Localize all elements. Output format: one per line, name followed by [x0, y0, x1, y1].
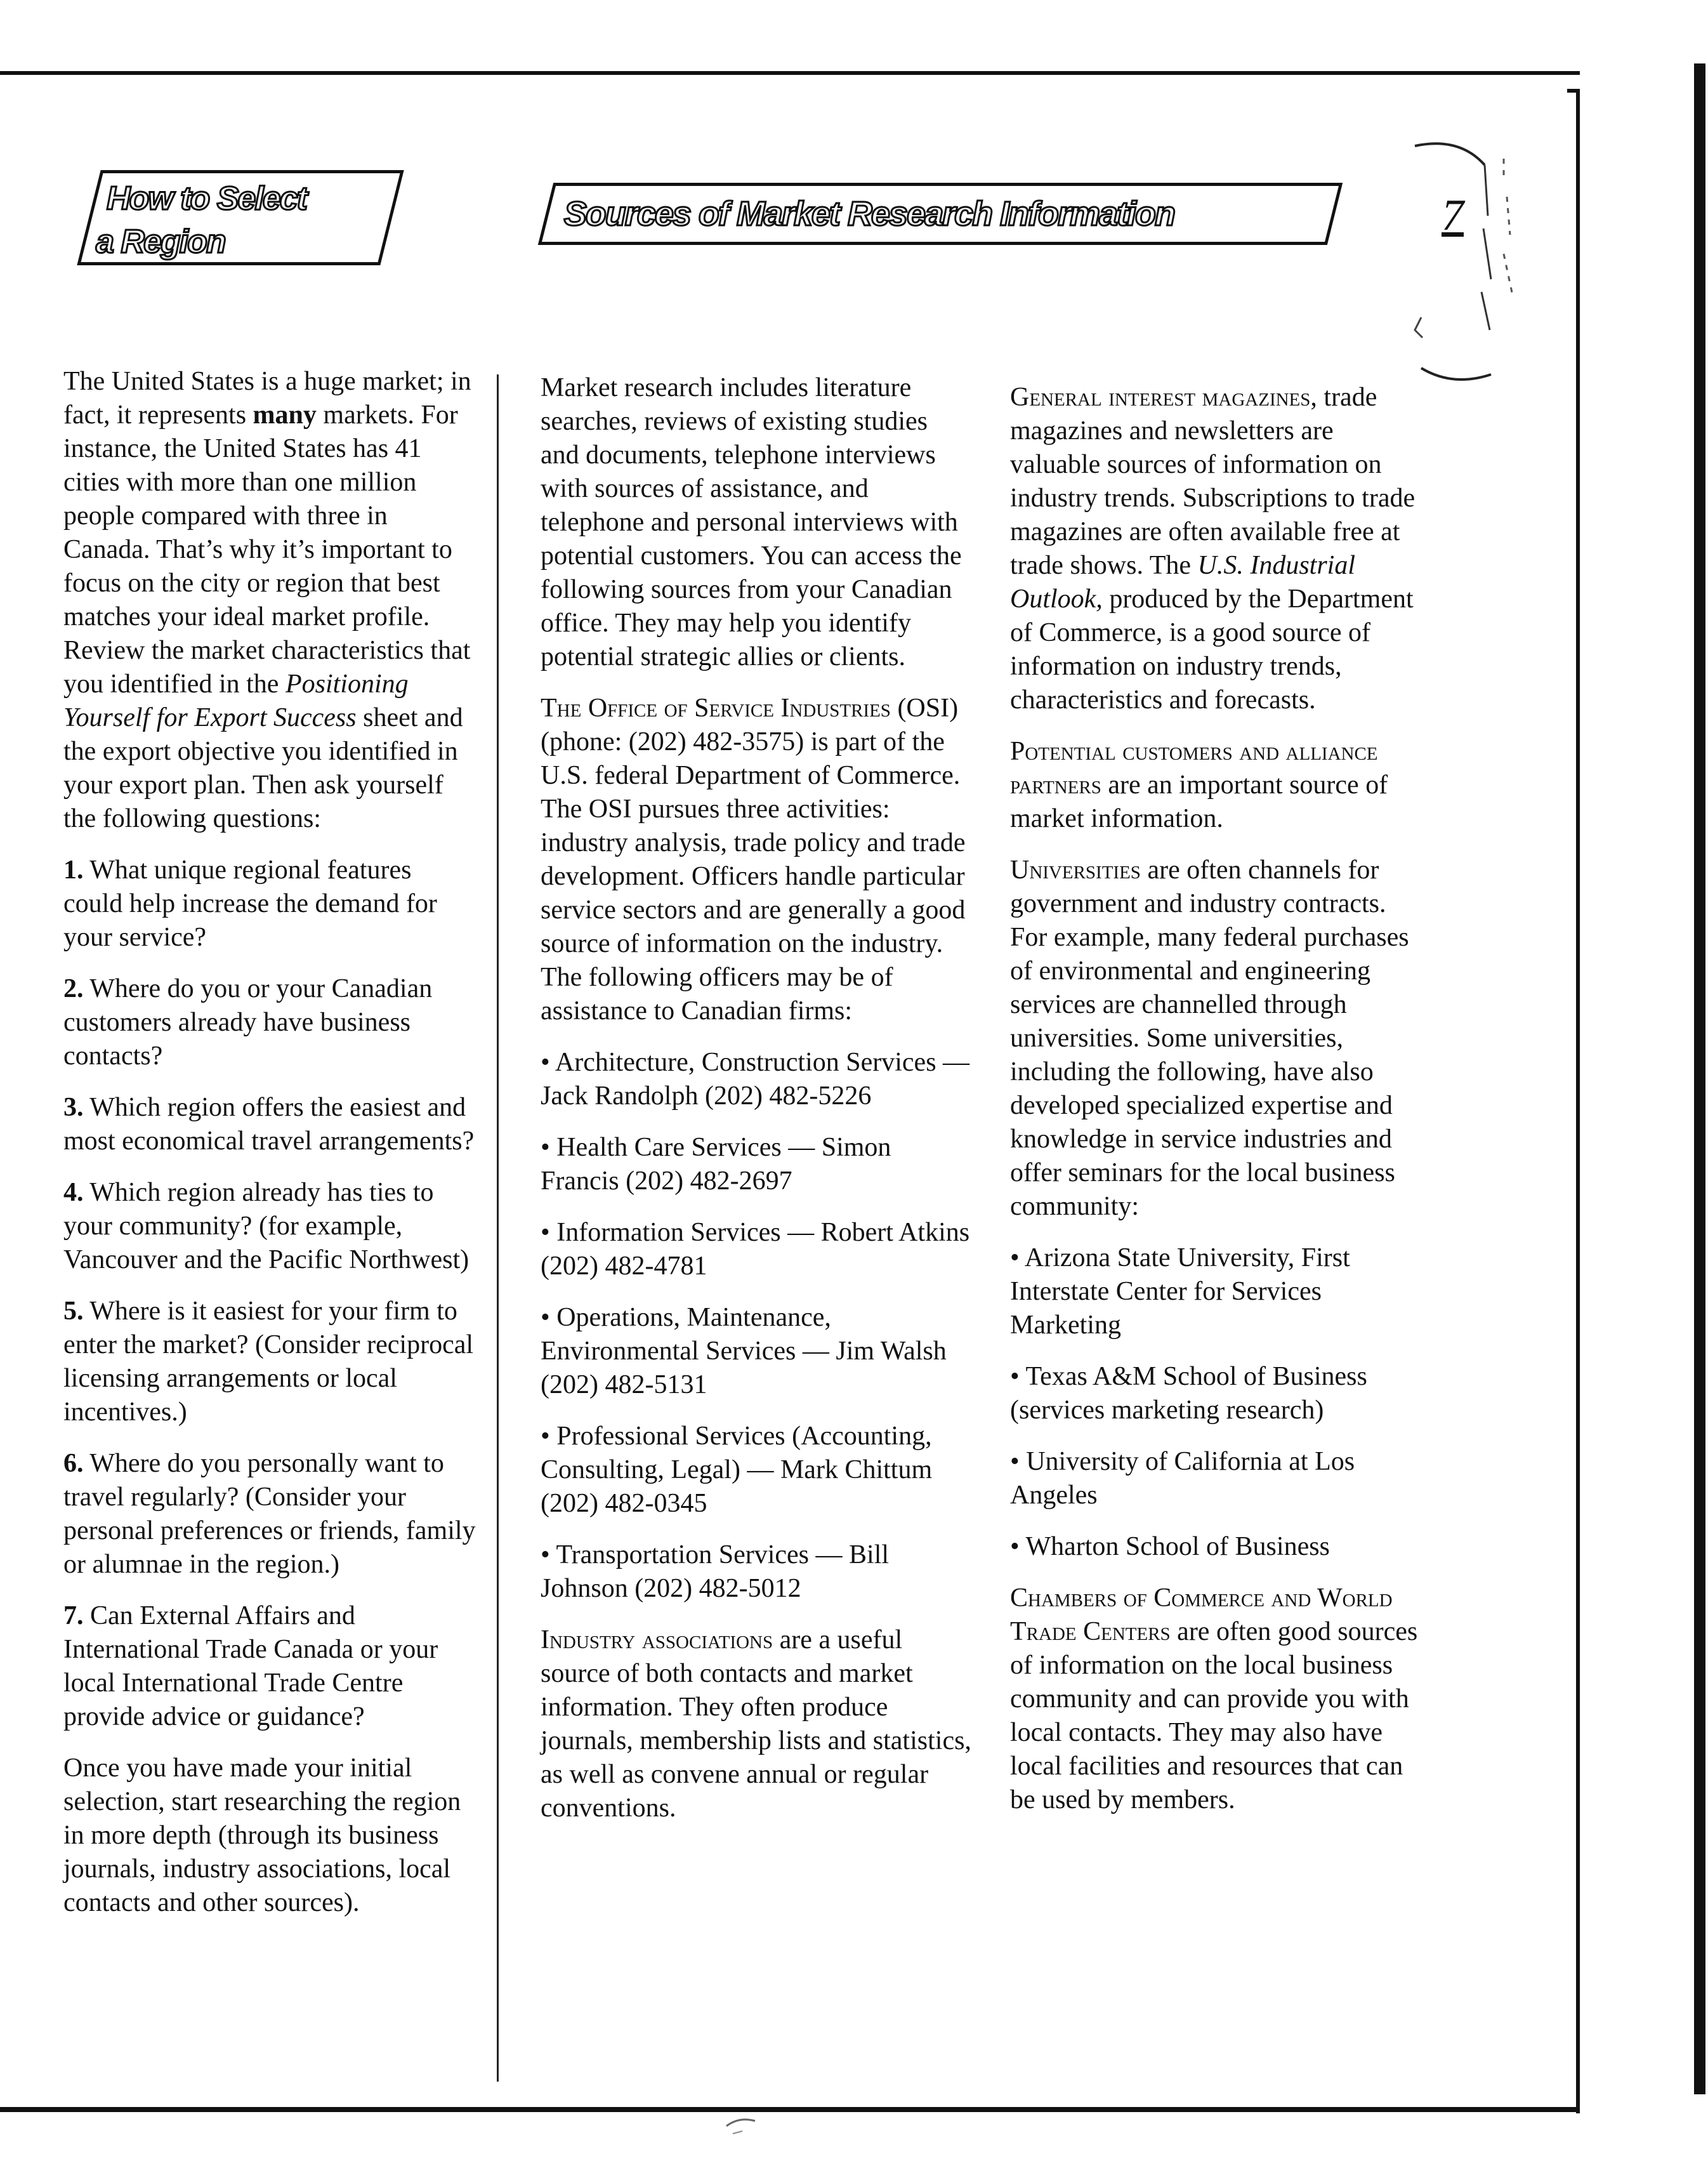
osi-paragraph [541, 692, 972, 1028]
research-intro: Market research includes literature searches, reviews of existing studies and documents, telephone interviews with sources of assistance, and telephone and personal interviews with potential customers. You can access the following sources from your Canadian office. They may help you identify potential strategic allies or clients. [541, 373, 962, 671]
osi-heading: The Office of Service Industries [541, 694, 891, 723]
university-item: • Wharton School of Business [1010, 1530, 1429, 1564]
magazines-heading: General interest magazines, [1010, 383, 1317, 412]
customers-body: are an important source of market information. [1010, 770, 1388, 833]
question-item [63, 1599, 476, 1734]
scan-smudge-icon [723, 2113, 761, 2139]
question-text: What unique regional features could help increase the demand for your service? [63, 855, 437, 952]
banner-title-line-1: How to Select [106, 180, 306, 217]
university-item: • Arizona State University, First Interstate Center for Services Marketing [1010, 1241, 1429, 1342]
column-other-sources [1010, 381, 1429, 1835]
page-frame-top [0, 71, 1580, 75]
question-item [63, 1295, 476, 1429]
publication-title: U.S. Industrial Outlook, [1010, 551, 1356, 614]
column-market-research [541, 371, 972, 1843]
officer-item: • Operations, Maintenance, Environmental Services — Jim Walsh (202) 482-5131 [541, 1301, 972, 1402]
question-number: 6. [63, 1449, 84, 1478]
question-text: Can External Affairs and International Trade Canada or your local International Trade Centre provide advice or guidance? [63, 1601, 438, 1731]
intro-text-b: markets. For instance, the United States has 41 cities with more than one million people compared with three in Canada. That’s why it’s important to focus on the city or region that best matches your ideal market profile. Review the market characteristics that you identified in the [63, 400, 471, 699]
chambers-paragraph [1010, 1582, 1429, 1817]
question-item [63, 1176, 476, 1277]
question-text: Where do you or your Canadian customers already have business contacts? [63, 974, 433, 1071]
question-text: Which region offers the easiest and most economical travel arrangements? [63, 1093, 475, 1156]
question-item [63, 972, 476, 1073]
question-number: 7. [63, 1601, 84, 1630]
osi-body: (OSI) (phone: (202) 482-3575) is part of the U.S. federal Department of Commerce. The OSI pursues three activities: industry analysis, trade policy and trade development. Officers handle particular service sectors and are generally a good source of information on the industry. The following officers may be of assistance to Canadian firms: [541, 694, 966, 1026]
question-item [63, 1091, 476, 1158]
question-number: 4. [63, 1178, 84, 1207]
magazines-body-a: trade magazines and newsletters are valuable sources of information on industry trends. Subscriptions to trade magazines are often available free at trade shows. The [1010, 383, 1416, 580]
officer-item: • Transportation Services — Bill Johnson (202) 482-5012 [541, 1538, 972, 1606]
intro-text-a: The United States is a huge market; in fact, it represents [63, 367, 471, 430]
intro-paragraph [63, 365, 476, 836]
question-text: Where do you personally want to travel regularly? (Consider your personal preferences or friends, family or alumnae in the region.) [63, 1449, 476, 1579]
intro-text-c: sheet and the export objective you identified in your export plan. Then ask yourself the following questions: [63, 703, 463, 833]
handwritten-mark-icon [1409, 140, 1535, 393]
section-banner-select-region [77, 170, 404, 265]
question-number: 2. [63, 974, 84, 1003]
officer-item: • Information Services — Robert Atkins (202) 482-4781 [541, 1216, 972, 1283]
column-divider [497, 374, 499, 2082]
page-frame-bottom [0, 2107, 1580, 2112]
question-item [63, 1447, 476, 1582]
question-number: 3. [63, 1093, 84, 1122]
closing-paragraph: Once you have made your initial selection, start researching the region in more depth (through its business journals, industry associations, local contacts and other sources). [63, 1754, 461, 1917]
question-text: Where is it easiest for your firm to enter the market? (Consider reciprocal licensing arrangements or local incentives.) [63, 1297, 474, 1427]
officer-item: • Professional Services (Accounting, Consulting, Legal) — Mark Chittum (202) 482-0345 [541, 1420, 972, 1521]
question-text: Which region already has ties to your community? (for example, Vancouver and the Pacific Northwest) [63, 1178, 470, 1274]
university-item: • University of California at Los Angeles [1010, 1445, 1429, 1512]
associations-paragraph [541, 1623, 972, 1825]
scan-edge [1694, 63, 1705, 2094]
magazines-paragraph [1010, 381, 1429, 717]
page-number: 7 [1442, 191, 1464, 240]
customers-paragraph [1010, 735, 1429, 836]
question-item [63, 854, 476, 954]
banner-title-line-2: a Region [96, 223, 225, 260]
officer-item: • Health Care Services — Simon Francis (202) 482-2697 [541, 1131, 972, 1198]
chambers-body: are often good sources of information on the local business community and can provide you with local contacts. They may also have local facilities and resources that can be used by members. [1010, 1617, 1418, 1814]
universities-paragraph [1010, 854, 1429, 1224]
intro-sheet-title: Positioning Yourself for Export Success [63, 670, 409, 732]
universities-body: are often channels for government and industry contracts. For example, many federal purchases of environmental and engineering services are channelled through universities. Some universities, including the following, have also developed specialized expertise and knowledge in service industries and offer seminars for the local business community: [1010, 855, 1409, 1221]
question-number: 5. [63, 1297, 84, 1326]
intro-emphasis: many [253, 400, 317, 430]
customers-heading: Potential customers and alliance partners [1010, 737, 1378, 800]
section-banner-sources [538, 183, 1343, 245]
universities-heading: Universities [1010, 855, 1141, 885]
page-frame-right [1576, 89, 1580, 2113]
banner-title: Sources of Market Research Information [563, 195, 1175, 233]
associations-heading: Industry associations [541, 1625, 773, 1655]
column-select-region [63, 365, 476, 1938]
officer-item: • Architecture, Construction Services — Jack Randolph (202) 482-5226 [541, 1046, 972, 1113]
associations-body: are a useful source of both contacts and market information. They often produce journals, membership lists and statistics, as well as convene annual or regular conventions. [541, 1625, 971, 1823]
university-item: • Texas A&M School of Business (services marketing research) [1010, 1360, 1429, 1427]
question-number: 1. [63, 855, 84, 885]
chambers-heading: Chambers of Commerce and World Trade Centers [1010, 1583, 1393, 1646]
magazines-body-b: produced by the Department of Commerce, is a good source of information on industry trends, characteristics and forecasts. [1010, 585, 1414, 715]
